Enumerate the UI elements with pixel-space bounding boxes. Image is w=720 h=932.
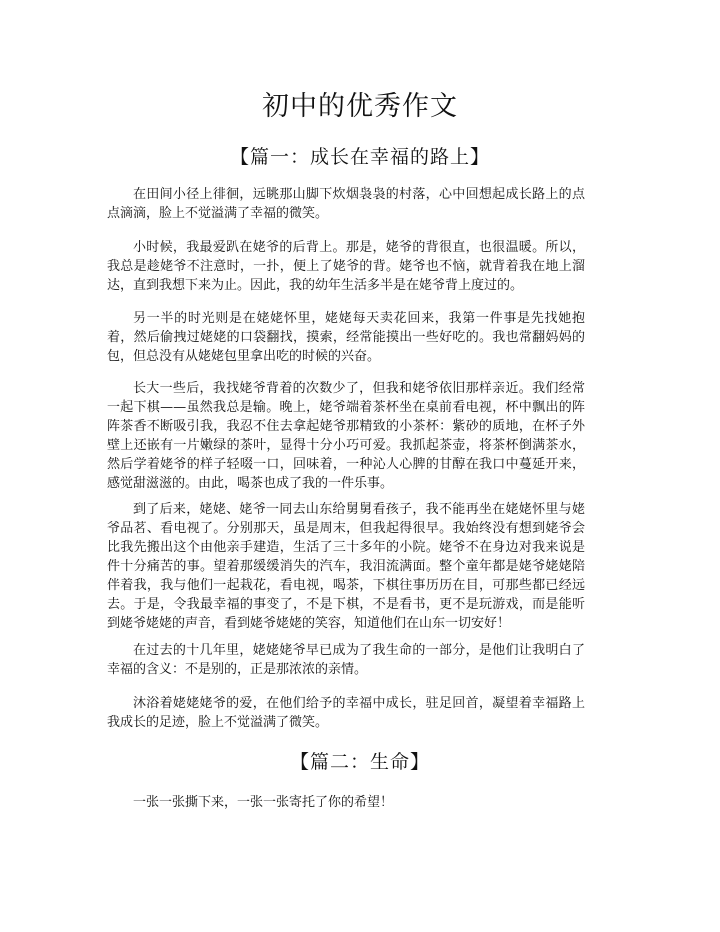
section-heading-1: 【篇一：成长在幸福的路上】 <box>229 146 490 168</box>
paragraph: 在过去的十几年里，姥姥姥爷早已成为了我生命的一部分，是他们让我明白了幸福的含义：不是别的，正是那浓浓的亲情。 <box>107 643 585 677</box>
paragraph: 到了后来，姥姥、姥爷一同去山东给舅舅看孩子，我不能再坐在姥姥怀里与姥爷品茗、看电视了。分别那天，虽是周末，但我起得很早。我始终没有想到姥爷会比我先搬出这个由他亲手建造，生活了三十多年的小院。姥爷不在身边对我来说是件十分痛苦的事。望着那缓缓消失的汽车，我泪流满面。整个童年都是姥爷姥姥陪伴着我，我与他们一起栽花，看电视，喝茶，下棋往事历历在目，可那些都已经远去。于是，令我最幸福的事变了，不是下棋，不是看书，更不是玩游戏，而是能听到姥爷姥姥的声音，看到姥爷姥姥的笑容，知道他们在山东一切安好！ <box>107 502 585 631</box>
paragraph: 沐浴着姥姥姥爷的爱，在他们给予的幸福中成长，驻足回首，凝望着幸福路上我成长的足迹，脸上不觉溢满了微笑。 <box>107 696 585 730</box>
section-heading-2: 【篇二：生命】 <box>289 751 430 773</box>
paragraph: 一张一张撕下来，一张一张寄托了你的希望！ <box>133 795 394 810</box>
paragraph: 小时候，我最爱趴在姥爷的后背上。那是，姥爷的背很直，也很温暖。所以，我总是趁姥爷不注意时，一扑，便上了姥爷的背。姥爷也不恼，就背着我在地上溜达，直到我想下来为止。因此，我的幼年生活多半是在姥爷背上度过的。 <box>107 240 585 293</box>
paragraph: 另一半的时光则是在姥姥怀里，姥姥每天卖花回来，我第一件事是先找她抱着，然后偷拽过姥姥的口袋翻找，摸索，经常能摸出一些好吃的。我也常翻妈妈的包，但总没有从姥姥包里拿出吃的时候的兴奋。 <box>107 311 585 364</box>
paragraph: 长大一些后，我找姥爷背着的次数少了，但我和姥爷依旧那样亲近。我们经常一起下棋——虽然我总是输。晚上，姥爷端着茶杯坐在桌前看电视，杯中飘出的阵阵茶香不断吸引我，我忍不住去拿起姥爷那精致的小茶杯：紫砂的质地，在杯子外壁上还嵌有一片嫩绿的茶叶，显得十分小巧可爱。我抓起茶壶，将茶杯倒满茶水，然后学着姥爷的样子轻啜一口，回味着，一种沁人心脾的甘醇在我口中蔓延开来，感觉甜滋滋的。由此，喝茶也成了我的一件乐事。 <box>107 381 585 491</box>
document-title: 初中的优秀作文 <box>262 91 458 122</box>
paragraph: 在田间小径上徘徊，远眺那山脚下炊烟袅袅的村落，心中回想起成长路上的点点滴滴，脸上不觉溢满了幸福的微笑。 <box>107 187 585 221</box>
